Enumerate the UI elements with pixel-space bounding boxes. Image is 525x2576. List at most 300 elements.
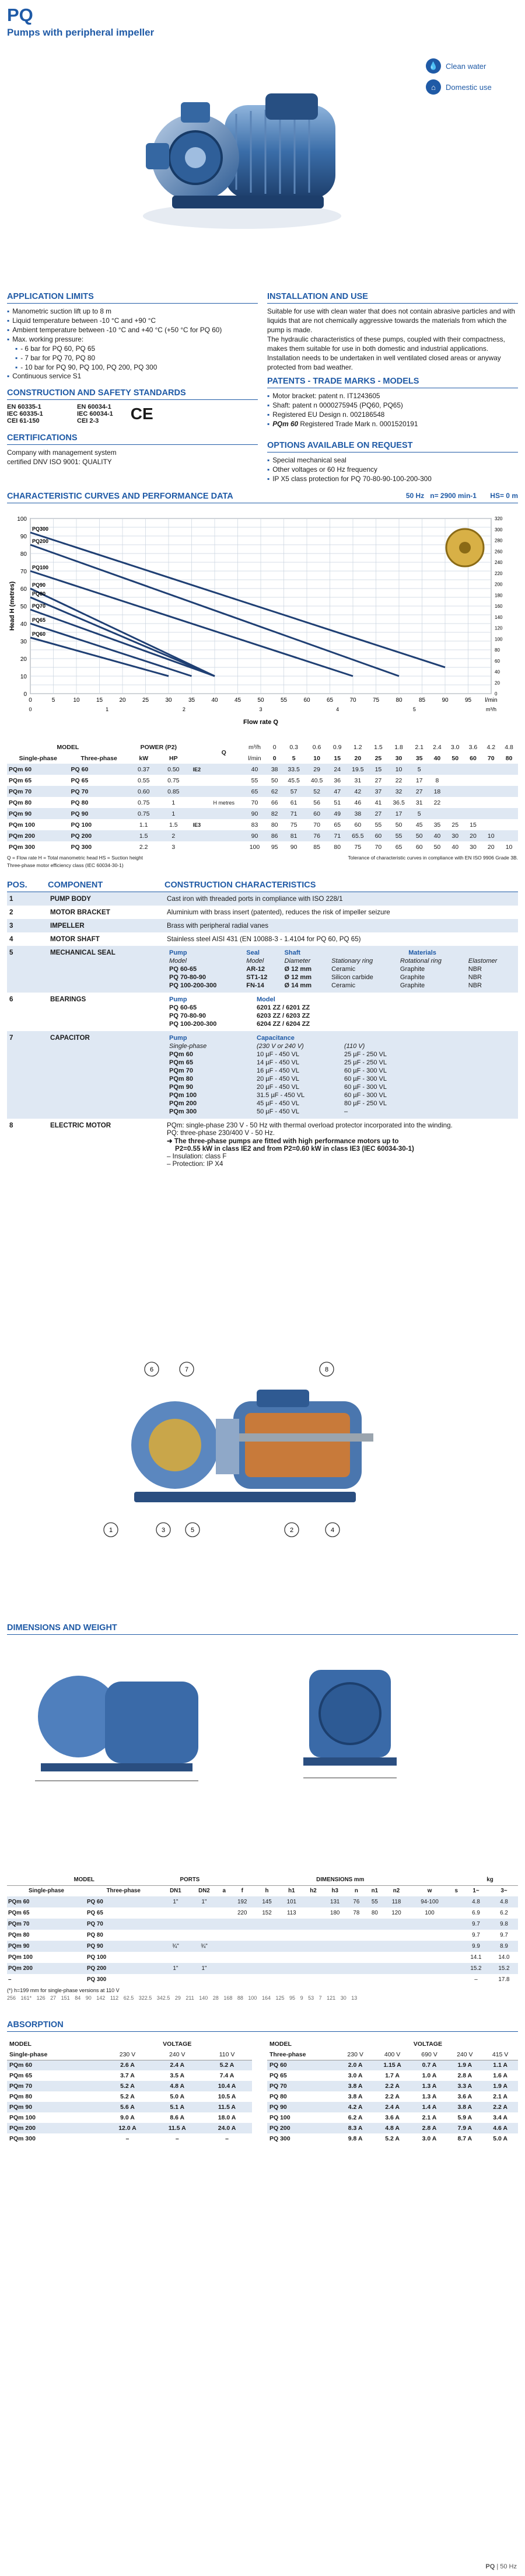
cell-kw: 1.5 <box>139 832 148 840</box>
abs-cell: 3.4 A <box>493 2114 508 2121</box>
dim-cell: 1" <box>201 1965 207 1972</box>
m3h-value: 4.8 <box>505 743 513 751</box>
cell-ie <box>188 841 205 852</box>
cutaway-svg <box>99 1355 426 1547</box>
abs-cell: PQm 70 <box>9 2083 33 2090</box>
ft-tick-label: 320 <box>495 516 503 521</box>
abs-sub-header: 110 V <box>219 2051 235 2058</box>
cell-head: 95 <box>271 843 278 851</box>
cell-head <box>464 775 482 786</box>
dim-cell: 4.8 <box>500 1899 508 1905</box>
cell-single: PQm 65 <box>9 777 32 784</box>
dim-cell: 1" <box>201 1899 207 1905</box>
y-tick-label: 60 <box>20 586 27 593</box>
table-row <box>7 797 518 808</box>
cell-three: PQ 200 <box>71 832 92 840</box>
table-row <box>267 2070 518 2081</box>
cell-head: 65 <box>334 821 341 829</box>
dim-cell: 9.7 <box>500 1932 508 1938</box>
dim-cell <box>161 1907 190 1919</box>
dim-cell: PQm 70 <box>8 1921 30 1927</box>
dim-extra-value: 30 <box>340 1995 346 2001</box>
abs-cell: 2.0 A <box>348 2062 363 2069</box>
table-row <box>7 830 518 841</box>
abs-cell: PQm 200 <box>9 2125 36 2132</box>
cell-head: 47 <box>334 788 341 795</box>
dimensions-table-wrap <box>7 1874 518 2001</box>
seal-cell: ST1-12 <box>246 974 268 981</box>
seal-row <box>167 981 516 990</box>
dim-cell: PQm 100 <box>8 1954 33 1961</box>
page-title: PQ <box>7 5 33 25</box>
lmin-value: 15 <box>334 754 341 762</box>
cell-head <box>500 775 518 786</box>
y-tick-label: 80 <box>20 551 27 558</box>
capacitor-row <box>167 1083 389 1091</box>
dim-cell <box>450 1919 462 1930</box>
abs-cell: – <box>175 2135 179 2142</box>
absorption-three-table <box>267 2039 518 2144</box>
cell-h-label <box>205 786 242 797</box>
cell-head <box>500 808 518 819</box>
lmin-value: 10 <box>313 754 320 762</box>
dim-cell <box>254 1930 279 1941</box>
abs-cell: PQ 65 <box>270 2072 287 2079</box>
table-row <box>7 2112 252 2123</box>
abs-cell: PQ 300 <box>270 2135 290 2142</box>
dim-cell <box>450 1907 462 1919</box>
bearing-cell: 6203 ZZ / 6203 ZZ <box>257 1012 310 1019</box>
cell-h-label <box>205 841 242 852</box>
th-single: Single-phase <box>19 754 57 762</box>
cap-hdr: Pump <box>169 1035 187 1042</box>
dim-cell <box>409 1919 451 1930</box>
pos: 7 <box>9 1034 13 1042</box>
seal-cell: FN-14 <box>246 982 264 989</box>
seal-sub: Diameter <box>284 958 311 965</box>
table-row <box>7 2081 252 2091</box>
list-item <box>267 420 518 429</box>
bearing-hdr: Model <box>257 996 275 1003</box>
cell-head: 5 <box>417 765 421 773</box>
dim-cell: PQ 90 <box>87 1943 103 1950</box>
dim-cell <box>323 1952 347 1963</box>
water-drop-icon: 💧 <box>426 58 441 74</box>
table-row <box>7 764 518 775</box>
th-voltage: VOLTAGE <box>163 2041 192 2048</box>
table-row <box>7 1974 518 1985</box>
dim-cell <box>450 1952 462 1963</box>
badge-label: Domestic use <box>446 82 492 92</box>
dim-cell: 14.1 <box>470 1954 482 1961</box>
table-row <box>7 1941 518 1952</box>
cell-head: 10 <box>487 832 495 840</box>
dim-cell: PQ 80 <box>87 1932 103 1938</box>
impeller-icon-hub <box>459 542 471 554</box>
seal-cell: Graphite <box>400 966 425 973</box>
capacitor-row <box>167 1050 389 1059</box>
cell-head: 20 <box>487 843 495 851</box>
abs-cell: PQ 100 <box>270 2114 290 2121</box>
m3h-value: 0.3 <box>289 743 298 751</box>
cell-head <box>464 764 482 775</box>
dim-cell: – <box>474 1976 478 1983</box>
callout-number: 3 <box>161 1527 166 1534</box>
dim-sub-header: a <box>222 1888 226 1895</box>
capacitor-cell: 20 µF - 450 VL <box>257 1075 299 1082</box>
speed-label: n= 2900 min-1 <box>430 492 477 500</box>
dim-cell <box>230 1941 254 1952</box>
dim-cell <box>450 1963 462 1974</box>
y-tick-label: 100 <box>17 516 27 523</box>
standard: CEI 61-150 <box>7 417 40 424</box>
dim-cell <box>230 1952 254 1963</box>
ft-tick-label: 240 <box>495 560 503 565</box>
abs-sub-header: 690 V <box>421 2051 438 2058</box>
cell-single: PQm 70 <box>9 788 32 795</box>
th-kw: kW <box>139 754 149 762</box>
seal-row <box>167 973 516 981</box>
ft-tick-label: 200 <box>495 582 503 587</box>
capacitor-cell: 31.5 µF - 450 VL <box>257 1092 305 1099</box>
curve-label: PQ70 <box>32 603 46 609</box>
table-row <box>7 2133 252 2144</box>
abs-cell: 6.2 A <box>348 2114 363 2121</box>
abs-cell: 7.4 A <box>219 2072 235 2079</box>
page-body-filler <box>0 2160 525 2569</box>
cell-hp: 1 <box>172 799 176 806</box>
page-footer: PQ | 50 Hz <box>485 2563 517 2570</box>
seal-cell: PQ 60-65 <box>169 966 197 973</box>
list-item: ▪ Special mechanical seal <box>267 456 518 465</box>
cell-single: PQm 200 <box>9 832 35 840</box>
dim-cell: PQm 90 <box>8 1943 30 1950</box>
dim-cell: PQm 60 <box>8 1899 30 1905</box>
component-name: PUMP BODY <box>50 895 92 903</box>
abs-cell: 12.0 A <box>118 2125 136 2132</box>
dim-cell <box>365 1919 384 1930</box>
cell-head <box>446 786 464 797</box>
capacitor-row <box>167 1108 389 1116</box>
component-desc: Aluminium with brass insert (patented), reduces the risk of impeller seizure <box>167 908 390 916</box>
dim-sub-header: DN2 <box>198 1888 210 1895</box>
dim-cell <box>304 1907 323 1919</box>
cell-head <box>446 808 464 819</box>
dim-cell: 17.8 <box>498 1976 510 1983</box>
y-tick-label: 70 <box>20 569 27 575</box>
abs-cell: PQ 200 <box>270 2125 290 2132</box>
abs-sub-header: 400 V <box>384 2051 401 2058</box>
section-title: CHARACTERISTIC CURVES AND PERFORMANCE DATA <box>7 492 233 501</box>
dim-sub-header: DN1 <box>170 1888 181 1895</box>
cell-three: PQ 80 <box>71 799 89 806</box>
badge-domestic-use <box>426 79 492 95</box>
dim-cell <box>218 1896 230 1907</box>
table-row <box>7 2123 252 2133</box>
pos: 6 <box>9 995 13 1003</box>
absorption-right <box>267 2039 518 2144</box>
dim-cell <box>190 1919 218 1930</box>
standard: CEI 2-3 <box>77 417 99 424</box>
cell-head: 19.5 <box>352 765 364 773</box>
cell-h-label <box>205 764 242 775</box>
dim-sub-header: 3~ <box>501 1888 508 1895</box>
dim-cell: 8.9 <box>500 1943 508 1950</box>
th-power: POWER (P2) <box>140 743 177 751</box>
cell-kw: 0.60 <box>138 788 150 795</box>
dim-cell <box>347 1941 365 1952</box>
dim-sub-header: h3 <box>331 1888 338 1895</box>
dim-cell <box>279 1952 304 1963</box>
dim-cell: 78 <box>353 1910 360 1916</box>
dim-cell <box>384 1974 408 1985</box>
bearing-cell: 6204 ZZ / 6204 ZZ <box>257 1021 310 1028</box>
x-tick-label: 30 <box>165 697 172 704</box>
m3h-tick-label: 4 <box>336 706 340 712</box>
lmin-value: 35 <box>415 754 423 762</box>
cell-hp: 2 <box>172 832 176 840</box>
house-icon: ⌂ <box>426 79 441 95</box>
dim-cell <box>384 1930 408 1941</box>
table-row <box>7 841 518 852</box>
x-tick-label: 75 <box>372 697 380 704</box>
table-row <box>7 1896 518 1907</box>
dim-extra-value: 126 <box>36 1995 46 2001</box>
y-axis-label: Head H (metres) <box>9 581 16 631</box>
cell-three: PQ 90 <box>71 810 89 817</box>
cell-head: 50 <box>271 777 278 784</box>
cell-head <box>428 808 446 819</box>
abs-cell: 10.5 A <box>218 2093 236 2100</box>
bearing-row <box>167 1020 312 1028</box>
cell-head <box>482 764 500 775</box>
abs-cell: 5.0 A <box>170 2093 185 2100</box>
curve-label: PQ90 <box>32 582 46 588</box>
abs-cell: 1.1 A <box>493 2062 508 2069</box>
dim-cell <box>347 1963 365 1974</box>
table-row <box>7 808 518 819</box>
abs-cell: 1.0 A <box>422 2072 437 2079</box>
cell-head: 49 <box>334 810 341 817</box>
abs-cell: 3.8 A <box>457 2104 473 2111</box>
dim-cell <box>230 1919 254 1930</box>
component-name: ELECTRIC MOTOR <box>50 1122 111 1129</box>
x-tick-label: 35 <box>188 697 195 704</box>
pos: 4 <box>9 935 13 943</box>
abs-cell: – <box>125 2135 130 2142</box>
table-row <box>267 2123 518 2133</box>
dim-cell <box>279 1941 304 1952</box>
abs-cell: 2.1 A <box>422 2114 437 2121</box>
ft-tick-label: 40 <box>495 669 500 675</box>
dim-cell <box>304 1919 323 1930</box>
list-item: ▪ Max. working pressure: <box>7 335 258 344</box>
abs-cell: 2.8 A <box>457 2072 473 2079</box>
m3h-tick-label: 1 <box>106 706 109 712</box>
absorption-header <box>7 2020 518 2032</box>
ft-tick-label: 0 <box>495 691 498 697</box>
abs-cell: 4.8 A <box>170 2083 185 2090</box>
th-model: MODEL <box>57 743 79 751</box>
dim-cell <box>384 1919 408 1930</box>
motor-line: ➜ The three-phase pumps are fitted with high performance motors up to <box>167 1137 399 1145</box>
patents <box>267 377 518 429</box>
cell-head: 56 <box>313 799 320 806</box>
section-title: INSTALLATION AND USE <box>267 292 518 304</box>
callout-number: 6 <box>149 1366 154 1373</box>
ce-mark: CE <box>130 405 153 423</box>
th-ie <box>188 742 205 764</box>
bearing-cell: PQ 70-80-90 <box>169 1012 206 1019</box>
cell-head: 42 <box>354 788 362 795</box>
cell-head: 27 <box>415 788 423 795</box>
dim-sub-header: Single-phase <box>29 1888 64 1895</box>
cell-head: 66 <box>271 799 278 806</box>
m3h-value: 2.4 <box>433 743 442 751</box>
th-lmin: l/min <box>248 754 261 762</box>
capacitor-row <box>167 1067 389 1075</box>
abs-cell: 8.7 A <box>457 2135 473 2142</box>
list-item: ▪ Shaft: patent n 0000275945 (PQ60, PQ65) <box>267 401 518 410</box>
dim-cell <box>279 1963 304 1974</box>
cell-head: 62 <box>271 788 278 795</box>
abs-sub-header: Three-phase <box>270 2051 306 2058</box>
dim-sub-header: 1~ <box>473 1888 480 1895</box>
cell-head: 30 <box>452 832 459 840</box>
table-row <box>7 1952 518 1963</box>
dim-cell: PQm 80 <box>8 1932 30 1938</box>
seal-cell: Ceramic <box>331 966 356 973</box>
cell-head: 45 <box>415 821 423 829</box>
x-tick-label: 10 <box>73 697 80 704</box>
dim-cell <box>218 1974 230 1985</box>
cell-head: 65.5 <box>352 832 364 840</box>
seal-sub: Model <box>169 958 187 965</box>
dim-cell <box>190 1974 218 1985</box>
cell-ie <box>188 786 205 797</box>
callout-number: 4 <box>330 1527 335 1534</box>
abs-cell: 1.3 A <box>422 2083 437 2090</box>
dim-extra-value: 84 <box>75 1995 81 2001</box>
section-title: APPLICATION LIMITS <box>7 292 258 304</box>
col-component: COMPONENT <box>48 880 103 890</box>
dim-extra-value: 125 <box>275 1995 285 2001</box>
component-name: MOTOR SHAFT <box>50 935 100 943</box>
section-title: PATENTS - TRADE MARKS - MODELS <box>267 377 518 388</box>
dim-cell <box>304 1952 323 1963</box>
table-row <box>7 2102 252 2112</box>
abs-cell: 1.15 A <box>383 2062 401 2069</box>
table-row <box>7 1907 518 1919</box>
dim-extra-value: 95 <box>289 1995 296 2001</box>
list-item: ▪ IP X5 class protection for PQ 70-80-90-100-200-300 <box>267 475 518 484</box>
dim-sub-header: h <box>265 1888 269 1895</box>
abs-cell: 10.4 A <box>218 2083 236 2090</box>
dim-cell: 113 <box>287 1910 296 1916</box>
dim-cell: 100 <box>425 1910 435 1916</box>
cell-head: 60 <box>354 821 362 829</box>
abs-sub-header: 415 V <box>492 2051 509 2058</box>
table-row <box>7 1930 518 1941</box>
cell-head: 5 <box>417 810 421 817</box>
list-item-text: Registered Trade Mark n. 0001520191 <box>300 419 418 428</box>
component-name: MECHANICAL SEAL <box>50 949 116 956</box>
cell-head: 25 <box>452 821 459 829</box>
capacitor-cell: 50 µF - 450 VL <box>257 1108 299 1115</box>
dimensions-header <box>7 1623 518 1635</box>
capacitor-cell: 20 µF - 450 VL <box>257 1084 299 1091</box>
curve-label: PQ300 <box>32 526 49 532</box>
abs-cell: – <box>225 2135 229 2142</box>
capacitor-cell: 60 µF - 300 VL <box>344 1075 387 1082</box>
dim-cell: 9.7 <box>472 1932 480 1938</box>
dim-cell <box>409 1974 451 1985</box>
cell-head: 80 <box>334 843 341 851</box>
abs-cell: 2.2 A <box>385 2093 400 2100</box>
paragraph: The hydraulic characteristics of these pumps, coupled with their compactness, makes them suitable for use in both domestic and industrial applications. <box>267 335 505 353</box>
cell-head: 70 <box>313 821 320 829</box>
abs-cell: 2.6 A <box>120 2062 135 2069</box>
dimension-values <box>7 1995 518 2001</box>
cell-head: 20 <box>470 832 477 840</box>
cell-kw: 0.75 <box>138 799 150 806</box>
dim-extra-value: 27 <box>50 1995 57 2001</box>
m3h-value: 1.5 <box>374 743 383 751</box>
x-tick-label: 25 <box>142 697 149 704</box>
abs-cell: PQ 70 <box>270 2083 287 2090</box>
impeller-icon <box>446 529 484 566</box>
dim-cell <box>409 1930 451 1941</box>
abs-cell: 5.2 A <box>120 2083 135 2090</box>
brand-logo: PQm 60 <box>272 419 299 428</box>
dim-extra-value: 342.5 <box>156 1995 170 2001</box>
dim-cell: 76 <box>353 1899 360 1905</box>
y-tick-label: 0 <box>23 691 27 698</box>
abs-cell: 18.0 A <box>218 2114 236 2121</box>
dim-sub-header: s <box>454 1888 458 1895</box>
cell-head: 40 <box>251 765 258 773</box>
ft-tick-label: 20 <box>495 680 500 686</box>
dim-cell: PQ 70 <box>87 1921 103 1927</box>
dim-cell <box>304 1941 323 1952</box>
cell-h-label <box>205 775 242 786</box>
cell-three: PQ 100 <box>71 821 92 829</box>
th-three: Three-phase <box>80 754 117 762</box>
th-model: MODEL <box>270 2041 292 2048</box>
seal-hdr: Seal <box>246 949 260 956</box>
component-desc: Cast iron with threaded ports in compliance with ISO 228/1 <box>167 895 343 903</box>
performance-chart <box>7 507 518 737</box>
options <box>267 441 518 484</box>
y-tick-label: 50 <box>20 604 27 610</box>
freq-label: 50 Hz <box>405 492 425 500</box>
callout-number: 2 <box>289 1527 294 1534</box>
th-hp: HP <box>169 754 178 762</box>
abs-sub-header: 240 V <box>169 2051 186 2058</box>
th-q: Q <box>221 749 226 756</box>
abs-cell: PQm 100 <box>9 2114 36 2121</box>
table-row <box>267 2102 518 2112</box>
dim-cell: 101 <box>286 1899 297 1905</box>
ft-tick-label: 220 <box>495 570 503 576</box>
table-row <box>7 2070 252 2081</box>
dim-cell <box>161 1974 190 1985</box>
capacitor-row <box>167 1099 389 1108</box>
dim-cell: 14.0 <box>498 1954 510 1961</box>
table-note: Q = Flow rate H = Total manometric head HS = Suction height <box>7 855 144 861</box>
cell-head: 18 <box>433 788 441 795</box>
cell-head: 36 <box>334 777 341 784</box>
